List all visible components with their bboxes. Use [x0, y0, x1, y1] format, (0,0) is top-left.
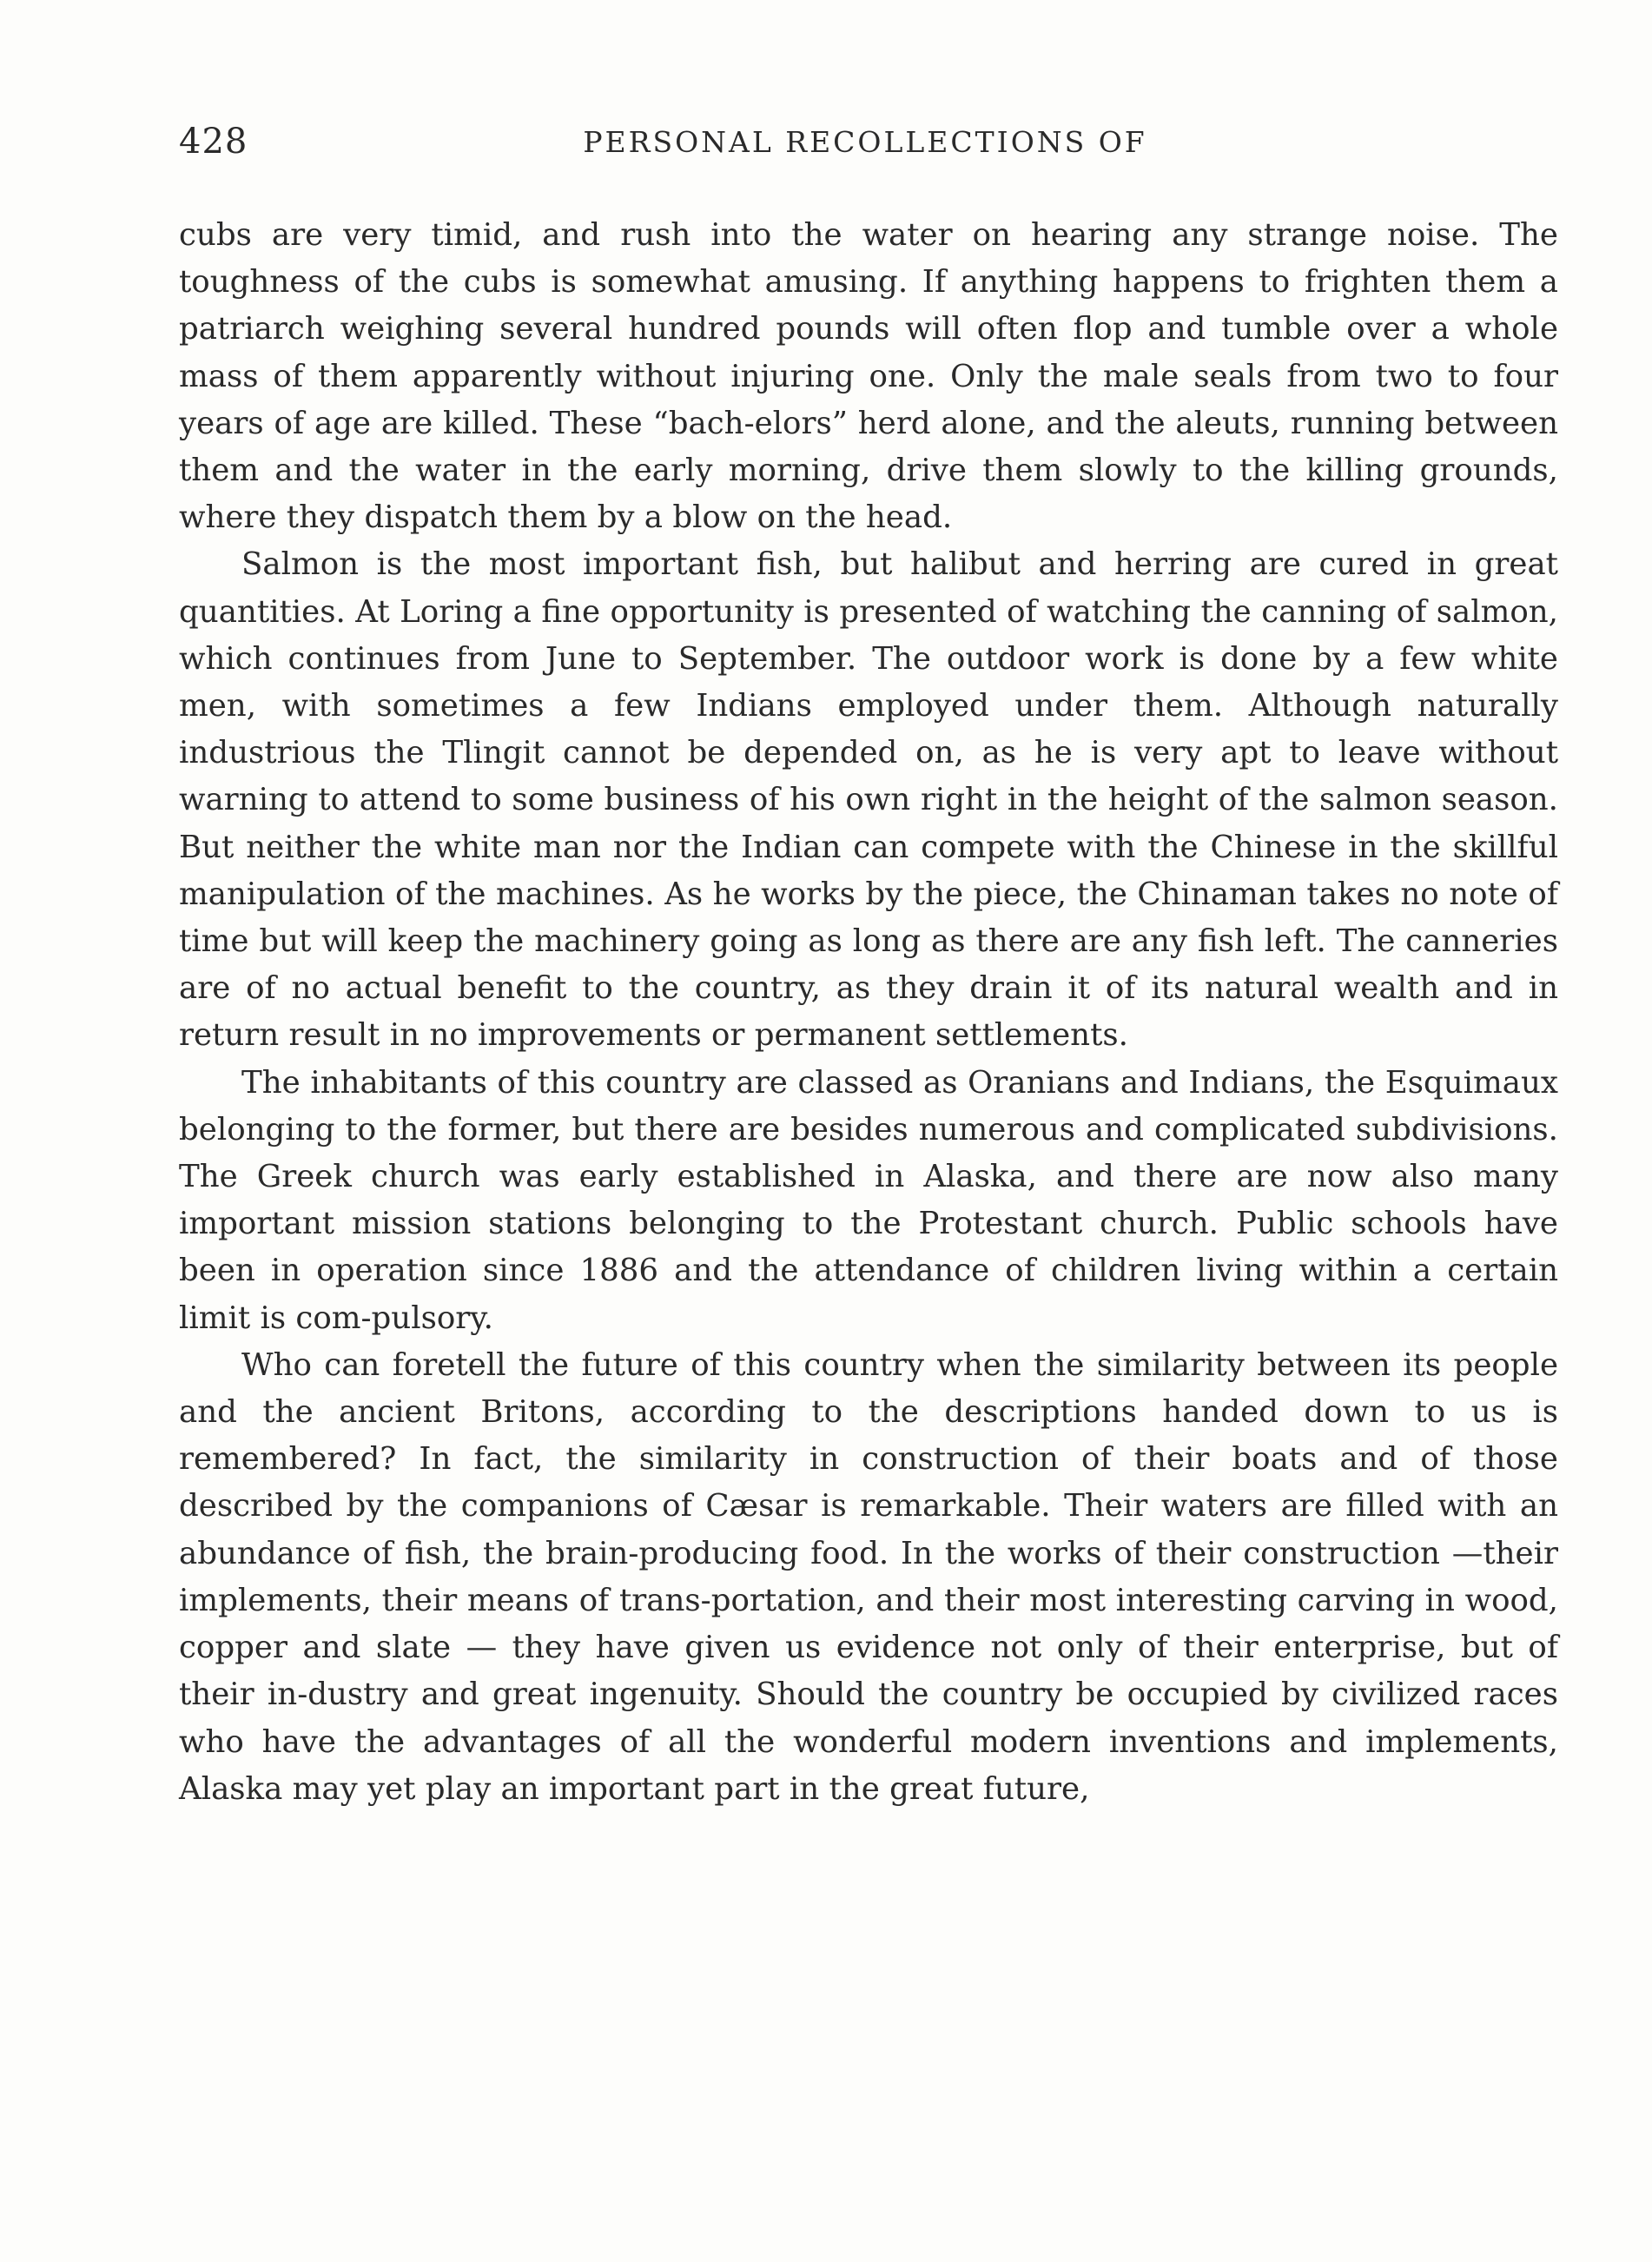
- running-title: PERSONAL RECOLLECTIONS OF: [583, 125, 1147, 159]
- paragraph-future: Who can foretell the future of this country when the similarity between its people and the ancient Britons, according to the descriptions handed down to us is remembered? In fact, the similarity in construction of their boats and of those described by the companions of Cæsar is remarkable. Their waters are filled with an abundance of fish, the brain-producing food. In the works of their construction —their implements, their means of trans-portation, and their most interesting carving in wood, copper and slate — they have given us evidence not only of their enterprise, but of their in-dustry and great ingenuity. Should the country be occupied by civilized races who have the advantages of all the wonderful modern inventions and implements, Alaska may yet play an important part in the great future,: [179, 1346, 1558, 1807]
- running-head: [179, 122, 1551, 174]
- paragraph-inhabitants: The inhabitants of this country are classed as Oranians and Indians, the Esquimaux belonging to the former, but there are besides numerous and complicated subdivisions. The Greek church was early established in Alaska, and there are now also many important mission stations belonging to the Protestant church. Public schools have been in operation since 1886 and the attendance of children living within a certain limit is com-pulsory.: [179, 1064, 1558, 1336]
- page-number: 428: [179, 122, 248, 162]
- paragraph-salmon-canning: Salmon is the most important fish, but halibut and herring are cured in great quantities. At Loring a fine opportunity is presented of watching the canning of salmon, which continues from June to September. The outdoor work is done by a few white men, with sometimes a few Indians employed under them. Although naturally industrious the Tlingit cannot be depended on, as he is very apt to leave without warning to attend to some business of his own right in the height of the salmon season. But neither the white man nor the Indian can compete with the Chinese in the skillful manipulation of the machines. As he works by the piece, the Chinaman takes no note of time but will keep the machinery going as long as there are any fish left. The canneries are of no actual benefit to the country, as they drain it of its natural wealth and in return result in no improvements or permanent settlements.: [179, 546, 1558, 1054]
- paragraph-seal-cubs: cubs are very timid, and rush into the water on hearing any strange noise. The toughness of the cubs is somewhat amusing. If anything happens to frighten them a patriarch weighing several hundred pounds will often flop and tumble over a whole mass of them apparently without injuring one. Only the male seals from two to four years of age are killed. These “bach-elors” herd alone, and the aleuts, running between them and the water in the early morning, drive them slowly to the killing grounds, where they dispatch them by a blow on the head.: [179, 217, 1558, 536]
- body-text: [179, 212, 1558, 1813]
